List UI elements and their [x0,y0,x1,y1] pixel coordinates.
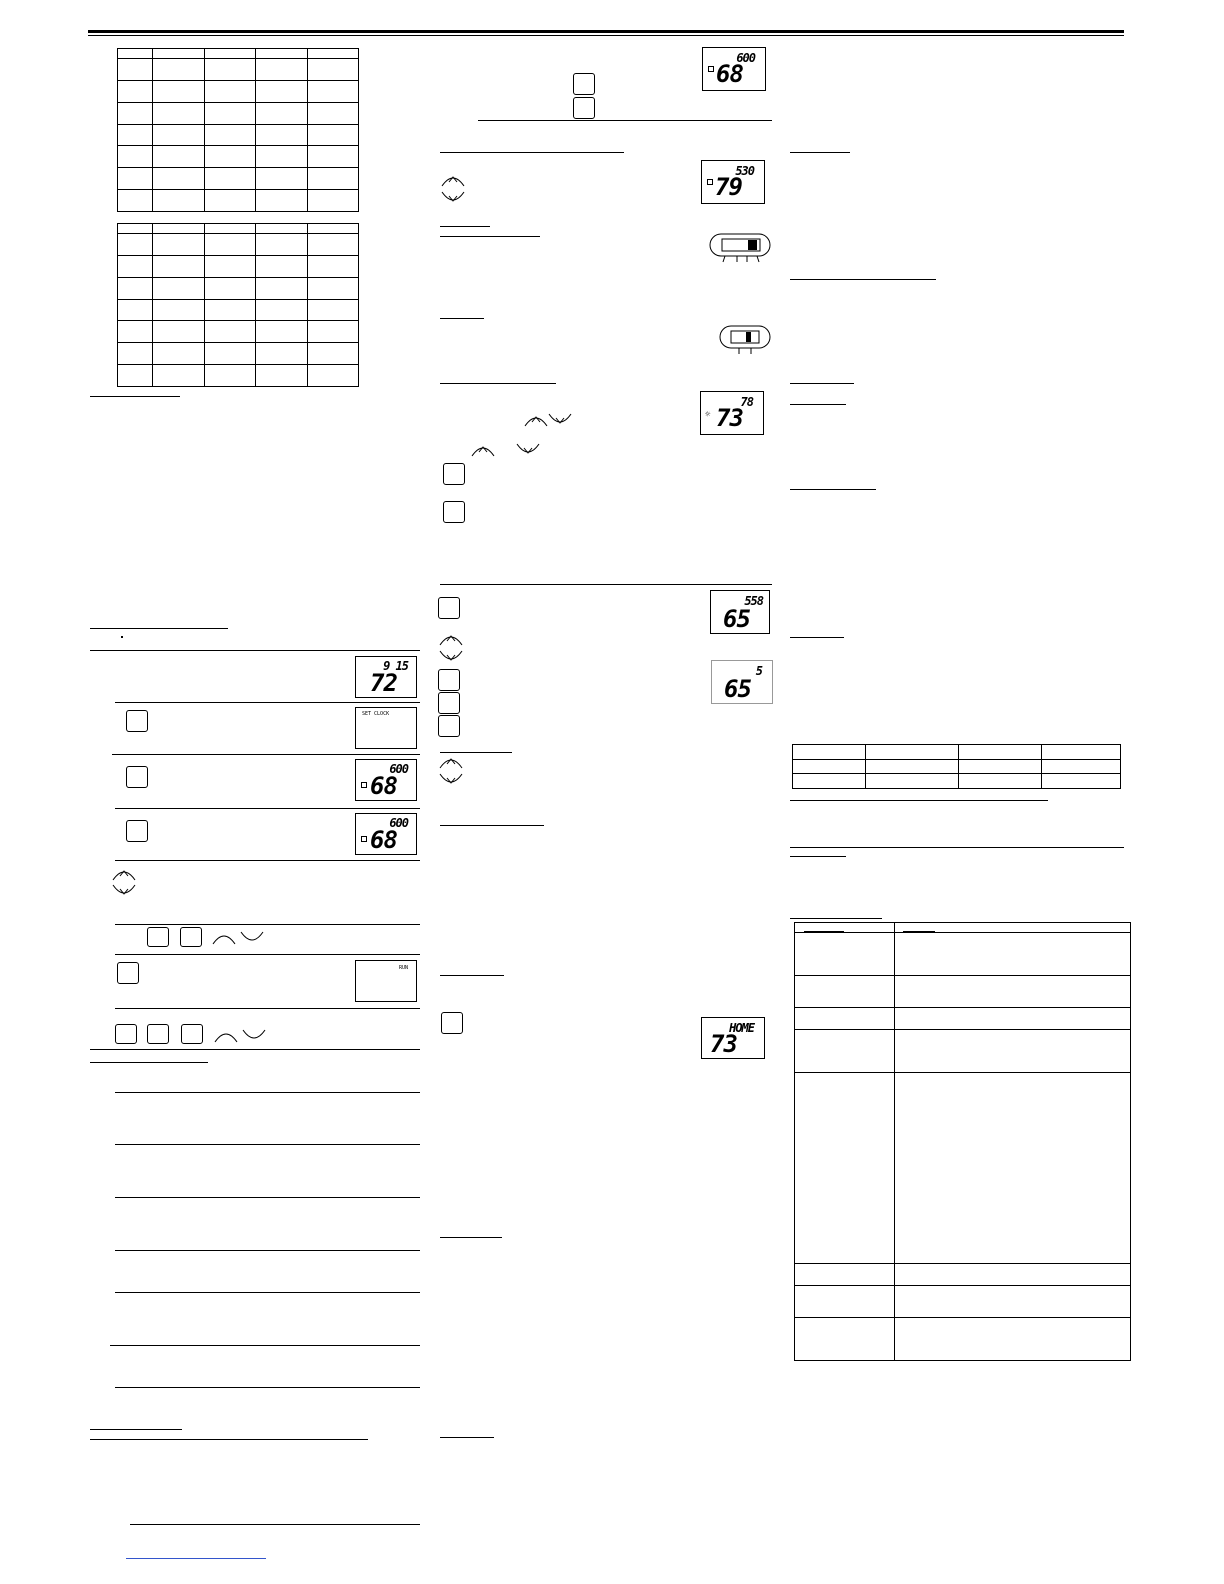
header-rule [88,30,1124,33]
key-button-icon[interactable] [115,1024,137,1044]
step-rule [115,924,420,925]
up-arrow-icon[interactable] [437,754,465,770]
key-button-icon[interactable] [180,927,202,947]
table-heading-underline [804,931,844,932]
lcd-display-68: 600 68 [355,813,417,855]
table-rule [115,1292,420,1293]
table-rule [110,1345,420,1346]
table-rule [115,1092,420,1093]
key-button-icon[interactable] [443,501,465,523]
heading-underline [440,152,624,153]
schedule-table-2 [117,223,359,387]
sun-icon: ☼ [705,410,711,420]
step-rule [115,702,420,703]
heading-underline [90,1062,208,1063]
lcd-display-68-top: 600 68 [702,47,766,91]
heading-underline [440,975,504,976]
heading-underline [440,1437,494,1438]
up-arrow-icon[interactable] [439,172,467,188]
heading-underline [790,279,936,280]
up-arrow-icon[interactable] [110,866,138,882]
down-arrow-icon[interactable] [110,883,138,899]
heading-underline [790,489,876,490]
section-rule [478,120,772,121]
down-arrow-icon[interactable] [238,930,266,946]
lcd-display-65-second: 5 65 [711,660,773,704]
key-button-icon[interactable] [147,927,169,947]
section-rule [90,1049,420,1050]
key-button-icon[interactable] [147,1024,169,1044]
lcd-display-home: HOME 73 [701,1017,765,1059]
web-link-underline[interactable] [126,1558,266,1559]
heading-underline [790,918,882,919]
heading-underline [790,404,846,405]
schedule-table-1 [117,48,359,212]
lcd-display-65: 558 65 [710,590,770,634]
heading-underline [440,236,540,237]
key-button-icon[interactable] [117,962,139,984]
key-button-icon[interactable] [438,715,460,737]
heading-underline [440,752,512,753]
key-button-icon[interactable] [438,692,460,714]
small-data-table [792,744,1121,789]
down-arrow-icon[interactable] [437,649,465,665]
lcd-display-72: 9 15 72 [355,656,417,698]
down-arrow-icon[interactable] [514,442,542,458]
key-button-icon[interactable] [126,710,148,732]
key-button-icon[interactable] [126,820,148,842]
lcd-display-79: 530 79 [701,160,765,204]
key-button-icon[interactable] [126,766,148,788]
down-arrow-icon[interactable] [240,1028,268,1044]
heading-underline [440,1237,502,1238]
table-rule [115,1144,420,1145]
key-button-icon[interactable] [438,669,460,691]
heading-underline [790,383,854,384]
heading-underline [790,847,1124,848]
key-button-icon[interactable] [573,97,595,119]
heading-underline [440,383,556,384]
heading-underline [790,856,846,857]
section-rule [440,584,772,585]
heading-underline [440,226,490,227]
key-button-icon[interactable] [441,1012,463,1034]
up-arrow-icon[interactable] [469,442,497,458]
heading-underline [790,800,1048,801]
troubleshooting-table [794,922,1131,1361]
lcd-display-run: RUN [355,960,417,1002]
key-button-icon[interactable] [443,463,465,485]
lcd-display-68: 600 68 [355,759,417,801]
down-arrow-icon[interactable] [437,772,465,788]
bullet-dot [121,636,123,638]
up-arrow-icon[interactable] [212,1028,240,1044]
step-rule [115,860,420,861]
slide-switch-icon[interactable] [719,324,771,356]
section-rule [130,1524,420,1525]
down-arrow-icon[interactable] [439,190,467,206]
step-rule [115,808,420,809]
lcd-display-73: ☼ 78 73 [700,391,764,435]
heading-underline [790,637,844,638]
step-rule [115,954,420,955]
heading-underline [90,396,180,397]
header-rule-thin [88,35,1124,36]
table-rule [115,1250,420,1251]
key-button-icon[interactable] [573,73,595,95]
heading-underline [90,628,228,629]
heading-underline [440,825,544,826]
key-button-icon[interactable] [181,1024,203,1044]
slide-switch-icon[interactable] [709,232,771,264]
down-arrow-icon[interactable] [546,412,574,428]
key-button-icon[interactable] [438,597,460,619]
heading-underline [90,1429,182,1430]
up-arrow-icon[interactable] [210,930,238,946]
table-heading-underline [903,931,935,932]
heading-underline [790,152,850,153]
section-rule [90,650,420,651]
heading-underline [90,1439,368,1440]
heading-underline [440,318,484,319]
step-rule [112,754,420,755]
up-arrow-icon[interactable] [437,631,465,647]
lcd-display-set-clock: SET CLOCK [355,707,417,749]
table-rule [115,1197,420,1198]
table-rule [115,1387,420,1388]
step-rule [115,1008,420,1009]
